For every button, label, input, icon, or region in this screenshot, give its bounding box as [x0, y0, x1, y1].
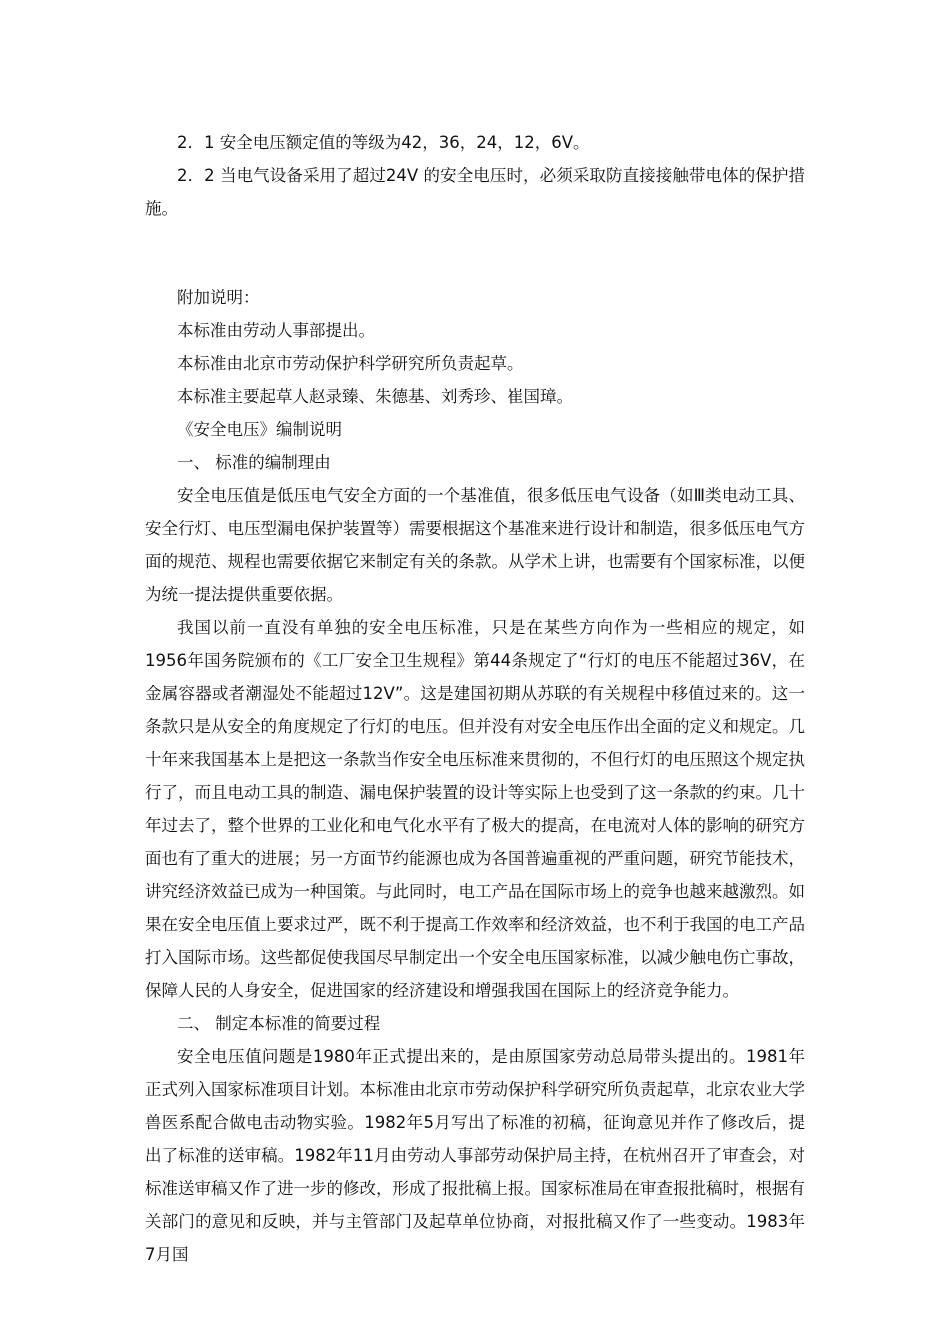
section-1-paragraph: 我国以前一直没有单独的安全电压标准，只是在某些方向作为一些相应的规定，如1956年国务院颁布的《工厂安全卫生规程》第44条规定了“行灯的电压不能超过36V，在金属容器或者潮湿处不能超过12V”。这是建国初期从苏联的有关规程中移值过来的。这一条款只是从安全的角度规定了行灯的电压。但并没有对安全电压作出全面的定义和规定。几十年来我国基本上是把这一条款当作安全电压标准来贯彻的，不但行灯的电压照这个规定执行了，而且电动工具的制造、漏电保护装置的设计等实际上也受到了这一条款的约束。几十年过去了，整个世界的工业化和电气化水平有了极大的提高，在电流对人体的影响的研究方面也有了重大的进展；另一方面节约能源也成为各国普遍重视的严重问题，研究节能技术，讲究经济效益已成为一种国策。与此同时，电工产品在国际市场上的竞争也越来越激烈。如果在安全电压值上要求过严，既不利于提高工作效率和经济效益，也不利于我国的电工产品打入国际市场。这些都促使我国尽早制定出一个安全电压国家标准，以减少触电伤亡事故，保障人民的人身安全，促进国家的经济建设和增强我国在国际上的经济竞争能力。 — [145, 618, 805, 1000]
document-body — [145, 126, 805, 1271]
appendix-line-proposer: 本标准由劳动人事部提出。 — [177, 321, 375, 340]
section-2-paragraph: 安全电压值问题是1980年正式提出来的，是由原国家劳动总局带头提出的。1981年正式列入国家标准项目计划。本标准由北京市劳动保护科学研究所负责起草，北京农业大学兽医系配合做电击动物实验。1982年5月写出了标准的初稿，征询意见并作了修改后，提出了标准的送审稿。1982年11月由劳动人事部劳动保护局主持，在杭州召开了审查会，对标准送审稿又作了进一步的修改，形成了报批稿上报。国家标准局在审查报批稿时，根据有关部门的意见和反映，并与主管部门及起草单位协商，对报批稿又作了一些变动。1983年7月国 — [145, 1047, 805, 1264]
appendix-line-drafters: 本标准主要起草人赵录臻、朱德基、刘秀珍、崔国璋。 — [177, 387, 573, 406]
clause-2-2: 2．2 当电气设备采用了超过24V 的安全电压时，必须采取防直接接触带电体的保护措施。 — [145, 166, 805, 218]
appendix-heading: 附加说明： — [177, 288, 260, 307]
spacer — [145, 225, 805, 281]
explanation-title: 《安全电压》编制说明 — [177, 420, 342, 439]
clause-2-1: 2．1 安全电压额定值的等级为42，36，24，12，6V。 — [177, 133, 590, 152]
section-1-heading: 一、 标准的编制理由 — [177, 453, 331, 472]
section-2-heading: 二、 制定本标准的简要过程 — [177, 1014, 381, 1033]
section-1-paragraph: 安全电压值是低压电气安全方面的一个基准值，很多低压电气设备（如Ⅲ类电动工具、安全行灯、电压型漏电保护装置等）需要根据这个基准来进行设计和制造，很多低压电气方面的规范、规程也需要依据它来制定有关的条款。从学术上讲，也需要有个国家标准，以便为统一提法提供重要依据。 — [145, 486, 805, 604]
appendix-line-drafting-unit: 本标准由北京市劳动保护科学研究所负责起草。 — [177, 354, 524, 373]
